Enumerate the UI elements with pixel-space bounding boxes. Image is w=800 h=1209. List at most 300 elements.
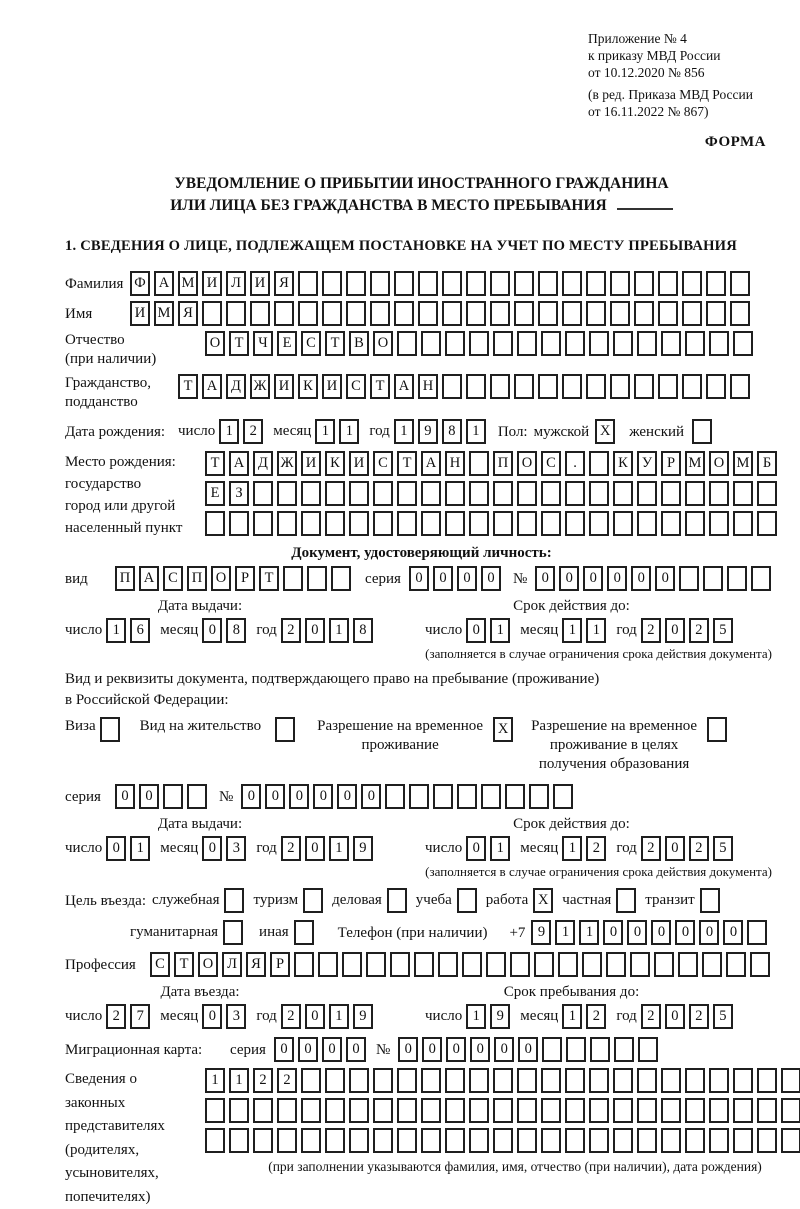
form-cell — [493, 511, 513, 536]
form-cell: С — [541, 451, 561, 476]
section1-heading: 1. СВЕДЕНИЯ О ЛИЦЕ, ПОДЛЕЖАЩЕМ ПОСТАНОВКЕ НА УЧЕТ ПО МЕСТУ ПРЕБЫВАНИЯ — [65, 238, 778, 255]
form-cell: 8 — [442, 419, 462, 444]
form-cell — [517, 1098, 537, 1123]
day-label: число — [65, 1008, 102, 1025]
legal-reps-label-line6: попечителях) — [65, 1186, 205, 1209]
form-cell: Е — [277, 331, 297, 356]
form-cell — [462, 952, 482, 977]
edu-residence-checkbox — [707, 717, 727, 742]
form-cell — [277, 481, 297, 506]
form-cell: С — [373, 451, 393, 476]
form-cell: Е — [205, 481, 225, 506]
purpose-tourism-checkbox — [303, 888, 323, 913]
birthplace-cell-rows — [205, 451, 777, 536]
form-cell — [565, 511, 585, 536]
form-cell: 1 — [315, 419, 335, 444]
form-cell: 9 — [531, 920, 551, 945]
form-cell: 8 — [226, 618, 246, 643]
form-cell: 0 — [627, 920, 647, 945]
amendment-line: (в ред. Приказа МВД России — [588, 86, 778, 103]
form-cell: П — [187, 566, 207, 591]
form-cell — [229, 511, 249, 536]
identity-issue-col — [65, 598, 425, 643]
identity-expiry-heading: Срок действия до: — [425, 598, 778, 615]
form-cell — [163, 784, 183, 809]
form-cell: Р — [661, 451, 681, 476]
form-cell — [613, 481, 633, 506]
form-cell — [307, 566, 327, 591]
legal-reps-cells-and-note — [205, 1068, 800, 1175]
form-cell: 0 — [583, 566, 603, 591]
form-cell: А — [154, 271, 174, 296]
day-label: число — [425, 1008, 462, 1025]
form-cell — [565, 331, 585, 356]
form-cell — [490, 301, 510, 326]
stay-until-group — [425, 1004, 733, 1029]
citizenship-cells — [178, 374, 750, 399]
form-cell: 0 — [322, 1037, 342, 1062]
form-cell — [685, 511, 705, 536]
identity-expiry-month-cells — [562, 618, 606, 643]
form-cell — [349, 511, 369, 536]
form-cell — [226, 301, 246, 326]
form-cell — [709, 511, 729, 536]
form-cell — [586, 374, 606, 399]
residence-issue-day-cells — [106, 836, 150, 861]
residence-expiry-month-cells — [562, 836, 606, 861]
purpose-tourism-label: туризм — [253, 892, 298, 909]
legal-reps-cells-row2 — [205, 1098, 800, 1123]
form-cell — [614, 1037, 634, 1062]
patronymic-label-line2: (при наличии) — [65, 350, 205, 369]
form-cell — [442, 374, 462, 399]
form-cell — [565, 1098, 585, 1123]
form-cell — [301, 481, 321, 506]
form-cell: 0 — [241, 784, 261, 809]
form-cell: 2 — [641, 618, 661, 643]
form-cell: 0 — [494, 1037, 514, 1062]
form-cell — [637, 1068, 657, 1093]
citizenship-label-line1: Гражданство, — [65, 374, 178, 393]
form-cell — [469, 451, 489, 476]
identity-issue-month-cells — [202, 618, 246, 643]
form-cell — [733, 331, 753, 356]
birth-year-cells — [394, 419, 486, 444]
form-cell — [445, 331, 465, 356]
form-cell: Д — [226, 374, 246, 399]
form-cell — [517, 1068, 537, 1093]
form-cell — [613, 331, 633, 356]
phone-prefix: +7 — [509, 924, 525, 942]
form-cell — [606, 952, 626, 977]
form-cell — [349, 481, 369, 506]
form-cell: Л — [226, 271, 246, 296]
residence-expiry-col — [425, 816, 778, 861]
legal-reps-label-line3: представителях — [65, 1115, 205, 1139]
residence-permit-option — [140, 717, 295, 742]
form-cell: Н — [445, 451, 465, 476]
form-cell — [414, 952, 434, 977]
form-cell: 0 — [665, 1004, 685, 1029]
edu-residence-label — [531, 717, 697, 774]
form-cell: Д — [253, 451, 273, 476]
form-cell — [253, 1128, 273, 1153]
form-cell — [638, 1037, 658, 1062]
form-cell — [613, 1098, 633, 1123]
name-row — [65, 301, 778, 326]
form-cell — [469, 481, 489, 506]
form-cell — [390, 952, 410, 977]
form-cell — [510, 952, 530, 977]
form-cell: 1 — [562, 618, 582, 643]
sex-female-label: женский — [629, 423, 684, 441]
purpose-option-private — [562, 888, 636, 913]
form-cell — [553, 784, 573, 809]
form-cell — [700, 888, 720, 913]
edu-residence-label-line1: Разрешение на временное — [531, 717, 697, 736]
form-cell — [757, 1068, 777, 1093]
temp-residence-label-line1: Разрешение на временное — [317, 717, 483, 736]
residence-intro-line1: Вид и реквизиты документа, подтверждающего право на пребывание (проживание) — [65, 671, 778, 688]
form-cell: Я — [178, 301, 198, 326]
form-cell — [229, 1098, 249, 1123]
year-label: год — [616, 1008, 636, 1025]
residence-intro-line2: в Российской Федерации: — [65, 692, 778, 709]
form-cell — [322, 301, 342, 326]
form-cell: 0 — [346, 1037, 366, 1062]
form-cell — [703, 566, 723, 591]
form-cell — [751, 566, 771, 591]
form-cell — [658, 271, 678, 296]
patronymic-cells — [205, 331, 753, 356]
form-cell — [325, 481, 345, 506]
form-cell — [418, 301, 438, 326]
form-cell: Т — [397, 451, 417, 476]
form-cell — [493, 331, 513, 356]
purpose-option-transit — [645, 888, 719, 913]
form-cell — [229, 1128, 249, 1153]
form-cell — [505, 784, 525, 809]
form-cell: 0 — [631, 566, 651, 591]
form-cell — [589, 1068, 609, 1093]
form-cell: О — [709, 451, 729, 476]
form-cell: И — [349, 451, 369, 476]
entry-stay-dates — [65, 984, 778, 1029]
form-cell: 3 — [226, 836, 246, 861]
purpose-option-work — [486, 888, 554, 913]
form-cell — [493, 1068, 513, 1093]
purpose-transit-checkbox — [700, 888, 720, 913]
purpose-humanitarian-label: гуманитарная — [130, 924, 218, 941]
form-cell — [457, 888, 477, 913]
form-cell — [637, 331, 657, 356]
residence-number-cells — [241, 784, 573, 809]
form-cell — [610, 301, 630, 326]
form-cell: 1 — [394, 419, 414, 444]
month-label: месяц — [520, 1008, 558, 1025]
form-cell — [349, 1128, 369, 1153]
day-label: число — [65, 840, 102, 857]
form-cell: 0 — [274, 1037, 294, 1062]
form-cell — [100, 717, 120, 742]
day-label: число — [178, 423, 215, 440]
form-cell — [733, 481, 753, 506]
form-cell — [706, 301, 726, 326]
entry-year-cells — [281, 1004, 373, 1029]
entry-day-cells — [106, 1004, 150, 1029]
birthplace-label-line3: город или другой — [65, 495, 205, 517]
doc-number-cells — [535, 566, 771, 591]
form-cell: 1 — [466, 419, 486, 444]
month-label: месяц — [520, 840, 558, 857]
form-cell — [538, 374, 558, 399]
form-cell — [709, 331, 729, 356]
form-cell: 1 — [586, 618, 606, 643]
form-cell — [301, 1128, 321, 1153]
entry-date-group — [65, 1004, 373, 1029]
identity-doc-heading: Документ, удостоверяющий личность: — [65, 545, 778, 562]
form-cell — [582, 952, 602, 977]
form-cell — [661, 1068, 681, 1093]
form-cell — [325, 1098, 345, 1123]
form-cell — [373, 481, 393, 506]
form-cell — [589, 511, 609, 536]
form-cell — [781, 1068, 800, 1093]
sex-male-checkbox — [595, 419, 615, 444]
form-cell: Я — [274, 271, 294, 296]
form-cell: 2 — [586, 1004, 606, 1029]
birth-month-cells — [315, 419, 359, 444]
form-cell — [706, 271, 726, 296]
legal-reps-label — [65, 1068, 205, 1209]
form-cell — [469, 1128, 489, 1153]
form-cell — [685, 1068, 705, 1093]
form-cell — [394, 271, 414, 296]
form-cell — [613, 1068, 633, 1093]
form-cell — [682, 374, 702, 399]
form-cell — [421, 1068, 441, 1093]
day-label: число — [425, 622, 462, 639]
form-cell: 0 — [665, 618, 685, 643]
form-cell: 5 — [713, 618, 733, 643]
form-cell — [730, 271, 750, 296]
form-cell — [445, 1128, 465, 1153]
birth-day-cells — [219, 419, 263, 444]
form-cell: 0 — [723, 920, 743, 945]
form-cell: 5 — [713, 1004, 733, 1029]
form-cell: Т — [178, 374, 198, 399]
form-cell: 0 — [603, 920, 623, 945]
form-cell — [421, 511, 441, 536]
form-cell — [541, 1068, 561, 1093]
form-cell — [685, 1128, 705, 1153]
form-cell — [709, 1128, 729, 1153]
birthplace-cells-row2 — [205, 481, 777, 506]
form-cell: 0 — [106, 836, 126, 861]
form-cell — [253, 1098, 273, 1123]
form-cell — [781, 1128, 800, 1153]
residence-expiry-heading: Срок действия до: — [425, 816, 778, 833]
form-cell — [394, 301, 414, 326]
form-cell: И — [274, 374, 294, 399]
appendix-line: к приказу МВД России — [588, 47, 778, 64]
form-cell — [370, 301, 390, 326]
form-cell — [373, 1128, 393, 1153]
form-cell: X — [533, 888, 553, 913]
visa-option — [65, 717, 120, 742]
residence-series-row — [65, 784, 778, 809]
form-cell: 0 — [265, 784, 285, 809]
form-cell: 2 — [281, 1004, 301, 1029]
identity-issue-year-cells — [281, 618, 373, 643]
form-cell — [610, 271, 630, 296]
form-cell: 2 — [277, 1068, 297, 1093]
form-cell: 1 — [562, 836, 582, 861]
form-cell — [397, 331, 417, 356]
form-cell — [538, 271, 558, 296]
form-cell — [733, 1128, 753, 1153]
form-cell — [658, 301, 678, 326]
patronymic-label — [65, 331, 205, 369]
day-label: число — [65, 622, 102, 639]
form-cell — [253, 481, 273, 506]
birthplace-cells-row1 — [205, 451, 777, 476]
form-cell: О — [211, 566, 231, 591]
form-cell — [661, 1128, 681, 1153]
stay-until-col — [425, 984, 778, 1029]
form-cell — [294, 952, 314, 977]
form-cell — [277, 1098, 297, 1123]
form-cell: Т — [205, 451, 225, 476]
form-cell: Б — [757, 451, 777, 476]
residence-issue-col — [65, 816, 425, 861]
purpose-option-business — [332, 888, 407, 913]
form-cell — [679, 566, 699, 591]
purpose-official-checkbox — [224, 888, 244, 913]
form-cell — [421, 481, 441, 506]
form-cell: М — [178, 271, 198, 296]
form-cell: Т — [325, 331, 345, 356]
form-cell — [397, 1098, 417, 1123]
form-cell — [589, 1098, 609, 1123]
form-cell — [205, 1098, 225, 1123]
form-cell — [445, 1068, 465, 1093]
form-cell: А — [229, 451, 249, 476]
identity-doc-dates — [65, 598, 778, 643]
form-cell — [301, 1098, 321, 1123]
surname-label: Фамилия — [65, 275, 130, 293]
citizenship-label-line2: подданство — [65, 393, 178, 412]
form-cell: 0 — [409, 566, 429, 591]
surname-row — [65, 271, 778, 296]
year-label: год — [256, 1008, 276, 1025]
temp-residence-checkbox — [493, 717, 513, 742]
form-cell: 0 — [518, 1037, 538, 1062]
form-cell: 7 — [130, 1004, 150, 1029]
form-cell — [322, 271, 342, 296]
form-cell — [586, 271, 606, 296]
form-cell: К — [613, 451, 633, 476]
form-cell: О — [517, 451, 537, 476]
form-cell — [469, 511, 489, 536]
birthplace-label — [65, 451, 205, 539]
form-cell: Т — [370, 374, 390, 399]
purpose-label: Цель въезда: — [65, 892, 146, 910]
form-cell: 1 — [490, 836, 510, 861]
patronymic-row — [65, 331, 778, 369]
form-cell — [727, 566, 747, 591]
form-cell — [517, 511, 537, 536]
form-cell: 0 — [305, 836, 325, 861]
form-cell — [298, 301, 318, 326]
purpose-option-study — [416, 888, 477, 913]
form-cell — [490, 374, 510, 399]
form-cell — [514, 301, 534, 326]
year-label: год — [256, 622, 276, 639]
form-cell — [253, 511, 273, 536]
stay-month-cells — [562, 1004, 606, 1029]
purpose-option-other — [259, 920, 314, 945]
form-cell — [421, 1128, 441, 1153]
form-cell: 2 — [243, 419, 263, 444]
form-cell: О — [198, 952, 218, 977]
form-cell — [517, 331, 537, 356]
form-cell: 1 — [130, 836, 150, 861]
visa-checkbox — [100, 717, 120, 742]
stay-day-cells — [466, 1004, 510, 1029]
identity-expiry-group — [425, 618, 733, 643]
form-cell: 2 — [106, 1004, 126, 1029]
residence-series-cells — [115, 784, 207, 809]
form-cell — [187, 784, 207, 809]
legal-reps-cell-rows — [205, 1068, 800, 1153]
form-cell: А — [421, 451, 441, 476]
form-cell — [466, 374, 486, 399]
form-cell — [757, 1098, 777, 1123]
form-cell: 0 — [535, 566, 555, 591]
form-cell: Р — [235, 566, 255, 591]
residence-permit-options — [65, 717, 778, 774]
purpose-humanitarian-checkbox — [223, 920, 243, 945]
form-word-label: ФОРМА — [65, 134, 778, 151]
form-cell — [702, 952, 722, 977]
form-cell: 0 — [559, 566, 579, 591]
form-cell: 9 — [353, 836, 373, 861]
legal-reps-cells-row3 — [205, 1128, 800, 1153]
form-cell — [397, 1068, 417, 1093]
month-label: месяц — [160, 1008, 198, 1025]
form-cell: О — [373, 331, 393, 356]
purpose-business-label: деловая — [332, 892, 382, 909]
form-cell — [637, 1098, 657, 1123]
temp-residence-label — [317, 717, 483, 755]
form-cell — [387, 888, 407, 913]
form-cell — [318, 952, 338, 977]
migration-series-cells — [274, 1037, 366, 1062]
legal-reps-cells-row1 — [205, 1068, 800, 1093]
birthdate-group — [178, 419, 486, 444]
form-cell — [757, 1128, 777, 1153]
citizenship-row — [65, 374, 778, 412]
year-label: год — [616, 840, 636, 857]
form-cell: 1 — [219, 419, 239, 444]
form-cell: А — [139, 566, 159, 591]
form-cell — [534, 952, 554, 977]
form-cell — [541, 1098, 561, 1123]
form-cell: 0 — [305, 1004, 325, 1029]
form-cell — [224, 888, 244, 913]
form-cell: 0 — [298, 1037, 318, 1062]
